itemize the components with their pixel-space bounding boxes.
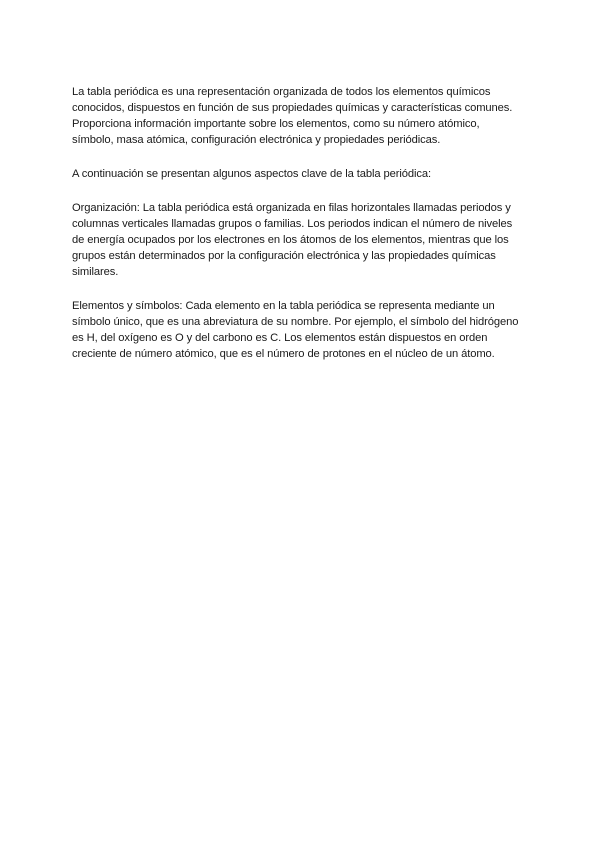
document-body <box>72 84 534 380</box>
key-aspects-intro-paragraph: A continuación se presentan algunos aspectos clave de la tabla periódica: <box>72 168 432 180</box>
elements-symbols-paragraph: Elementos y símbolos: Cada elemento en la tabla periódica se representa mediante un símbolo único, que es una abreviatura de su nombre. Por ejemplo, el símbolo del hidrógeno es H, del oxígeno es O y del carbono es C. Los elementos están dispuestos en orden creciente de número atómico, que es el número de protones en el núcleo de un átomo. <box>72 300 519 360</box>
organization-paragraph: Organización: La tabla periódica está organizada en filas horizontales llamadas periodos y columnas verticales llamadas grupos o familias. Los periodos indican el número de niveles de energía ocupados por los electrones en los átomos de los elementos, mientras que los grupos están determinados por la configuración electrónica y las propiedades químicas similares. <box>72 202 513 278</box>
intro-paragraph: La tabla periódica es una representación organizada de todos los elementos químicos conocidos, dispuestos en función de sus propiedades químicas y características comunes. Proporciona información importante sobre los elementos, como su número atómico, símbolo, masa atómica, configuración electrónica y propiedades periódicas. <box>72 86 513 146</box>
